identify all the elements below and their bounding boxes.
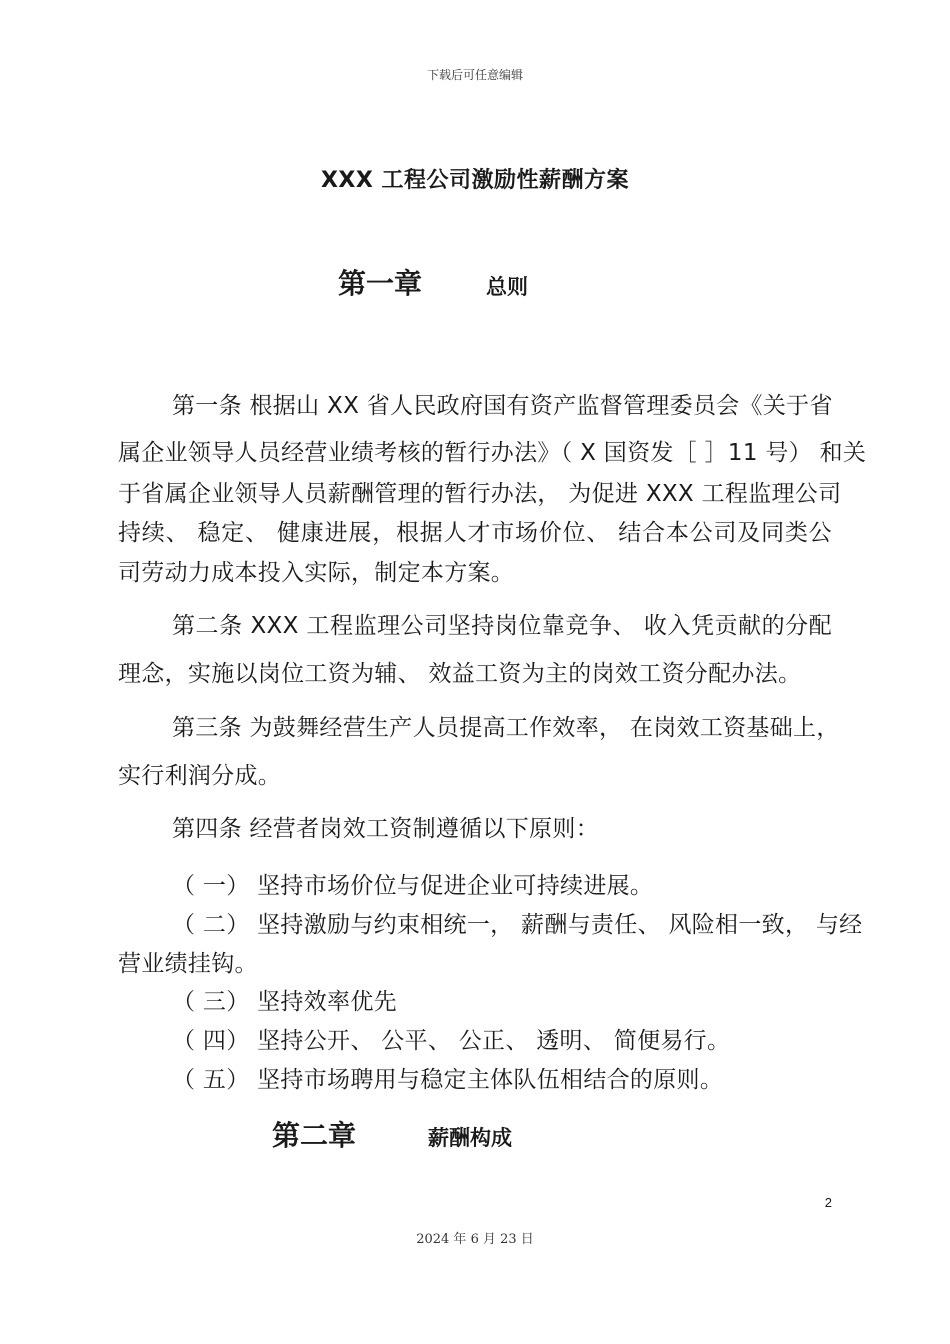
chapter-1-name: 总则 (486, 275, 528, 299)
principle-2-line-1: （ 二） 坚持激励与约束相统一， 薪酬与责任、 风险相一致， 与经 (172, 912, 863, 938)
principle-3: （ 三） 坚持效率优先 (172, 989, 397, 1015)
page-header: 下载后可任意编辑 (426, 68, 523, 82)
chapter-1-number: 第一章 (338, 267, 423, 300)
chapter-2-name: 薪酬构成 (428, 1126, 512, 1150)
principle-4: （ 四） 坚持公开、 公平、 公正、 透明、 简便易行。 (172, 1028, 731, 1054)
article-2-line-2: 理念，实施以岗位工资为辅、 效益工资为主的岗效工资分配办法。 (118, 661, 802, 687)
article-4-line-1: 第四条 经营者岗效工资制遵循以下原则： (172, 816, 600, 842)
principle-1: （ 一） 坚持市场价位与促进企业可持续进展。 (172, 873, 654, 899)
document-title: XXX 工程公司激励性薪酬方案 (320, 168, 630, 193)
principle-2-line-2: 营业绩挂钩。 (118, 951, 258, 977)
article-3-line-2: 实行利润分成。 (118, 763, 282, 789)
article-3-line-1: 第三条 为鼓舞经营生产人员提高工作效率， 在岗效工资基础上， (172, 715, 840, 741)
article-2-line-1: 第二条 XXX 工程监理公司坚持岗位靠竞争、 收入凭贡献的分配 (172, 613, 832, 639)
article-1-line-3: 于省属企业领导人员薪酬管理的暂行办法， 为促进 XXX 工程监理公司 (118, 481, 842, 507)
article-1-line-1: 第一条 根据山 XX 省人民政府国有资产监督管理委员会《关于省 (172, 393, 833, 419)
page-footer-date: 2024 年 6 月 23 日 (416, 1232, 534, 1247)
article-1-line-2: 属企业领导人员经营业绩考核的暂行办法》（ X 国资发［ ］11 号） 和关 (118, 440, 867, 466)
article-1-line-5: 司劳动力成本投入实际，制定本方案。 (118, 560, 515, 586)
article-1-line-4: 持续、 稳定、 健康进展，根据人才市场价位、 结合本公司及同类公 (118, 520, 832, 546)
principle-5: （ 五） 坚持市场聘用与稳定主体队伍相结合的原则。 (172, 1067, 724, 1093)
page-number: 2 (824, 1195, 832, 1210)
chapter-2-number: 第二章 (272, 1119, 357, 1152)
